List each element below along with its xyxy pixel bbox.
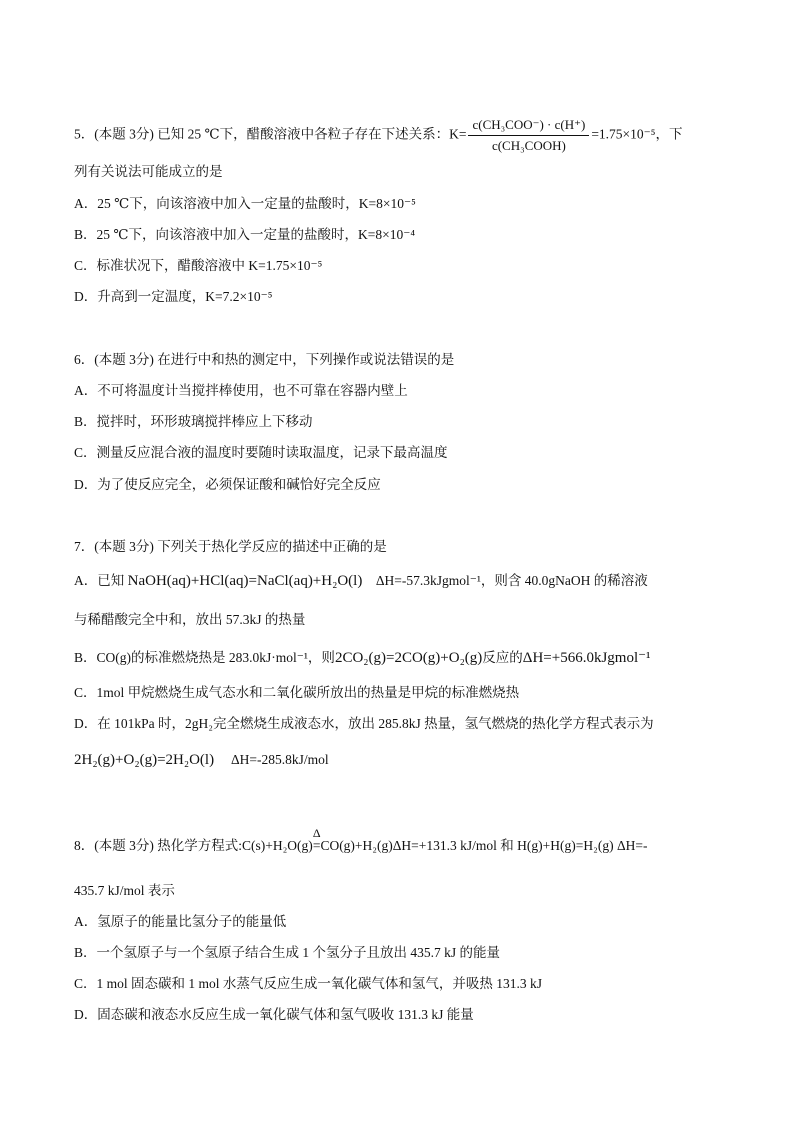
q6-option-b: B．搅拌时，环形玻璃搅拌棒应上下移动	[74, 414, 313, 429]
q6-option-d: D．为了使反应完全，必须保证酸和碱恰好完全反应	[74, 477, 381, 492]
q8-lead: 8．(本题 3分) 热化学方程式:C(s)+H₂O(g)	[74, 838, 313, 853]
q5-lead: 5．(本题 3分) 已知 25 ℃下，醋酸溶液中各粒子存在下述关系：K=	[74, 126, 467, 142]
q8-option-c: C．1 mol 固态碳和 1 mol 水蒸气反应生成一氧化碳气体和氢气，并吸热 131.3 kJ	[74, 976, 543, 991]
question-6-stem: 6．(本题 3分) 在进行中和热的测定中，下列操作或说法错误的是	[74, 352, 455, 367]
q7-option-c: C．1mol 甲烷燃烧生成气态水和二氧化碳所放出的热量是甲烷的标准燃烧热	[74, 685, 520, 700]
q7-b-mid: 反应的	[482, 650, 523, 665]
q7-a-enthalpy: ΔH=-57.3kJgmol⁻¹	[375, 573, 481, 588]
fraction-numerator: c(CH₃COO⁻) · c(H⁺)	[468, 117, 589, 136]
heating-condition-equals	[312, 826, 321, 855]
question-7-stem: 7．(本题 3分) 下列关于热化学反应的描述中正确的是	[74, 539, 387, 554]
q8-option-b: B．一个氢原子与一个氢原子结合生成 1 个氢分子且放出 435.7 kJ 的能量	[74, 945, 501, 960]
q7-d-equation: 2H₂(g)+O₂(g)=2H₂O(l)	[74, 752, 215, 768]
q8-option-d: D．固态碳和液态水反应生成一氧化碳气体和氢气吸收 131.3 kJ 能量	[74, 1007, 474, 1022]
q8-mid: CO(g)+H₂(g)	[320, 838, 393, 853]
q7-b-equation: 2CO₂(g)=2CO(g)+O₂(g)	[334, 650, 483, 666]
q7-a-prefix: A．已知	[74, 573, 128, 588]
equals-sign: =	[312, 838, 321, 853]
q7-a-equation: NaOH(aq)+HCl(aq)=NaCl(aq)+H₂O(l)	[127, 573, 363, 589]
delta-heat-mark: Δ	[312, 826, 321, 840]
q7-b-enthalpy: ΔH=+566.0kJgmol⁻¹	[522, 650, 651, 666]
question-5-stem	[74, 117, 683, 154]
q5-option-d: D．升高到一定温度，K=7.2×10⁻⁵	[74, 289, 273, 304]
q7-option-a	[74, 572, 648, 590]
q5-stem-continued: 列有关说法可能成立的是	[74, 164, 223, 179]
q8-option-a: A．氢原子的能量比氢分子的能量低	[74, 914, 287, 929]
q6-option-c: C．测量反应混合液的温度时要随时读取温度，记录下最高温度	[74, 445, 448, 460]
q7-d-equation-line	[74, 751, 329, 769]
q5-option-a: A．25 ℃下，向该溶液中加入一定量的盐酸时，K=8×10⁻⁵	[74, 196, 416, 211]
q7-d-enthalpy: ΔH=-285.8kJ/mol	[230, 752, 329, 767]
q5-option-b: B．25 ℃下，向该溶液中加入一定量的盐酸时，K=8×10⁻⁴	[74, 227, 416, 242]
q8-enthalpy: ΔH=+131.3 kJ/mol 和 H(g)+H(g)=H₂(g) ΔH=-	[392, 838, 648, 853]
q7-option-a-continued: 与稀醋酸完全中和，放出 57.3kJ 的热量	[74, 612, 306, 627]
fraction-denominator: c(CH₃COOH)	[491, 138, 566, 153]
question-8-stem	[74, 826, 648, 855]
q7-option-d: D．在 101kPa 时，2gH₂完全燃烧生成液态水，放出 285.8kJ 热量，氢气燃烧的热化学方程式表示为	[74, 716, 654, 731]
q7-option-b	[74, 649, 651, 667]
q8-stem-continued: 435.7 kJ/mol 表示	[74, 883, 175, 898]
q7-b-prefix: B．CO(g)的标准燃烧热是 283.0kJ·mol⁻¹，则	[74, 650, 335, 665]
q5-tail: =1.75×10⁻⁵，下	[591, 126, 683, 142]
q7-a-tail: ，则含 40.0gNaOH 的稀溶液	[480, 573, 648, 588]
q5-option-c: C．标准状况下，醋酸溶液中 K=1.75×10⁻⁵	[74, 258, 323, 273]
q6-option-a: A．不可将温度计当搅拌棒使用，也不可靠在容器内壁上	[74, 383, 408, 398]
k-expression-fraction	[468, 117, 589, 154]
